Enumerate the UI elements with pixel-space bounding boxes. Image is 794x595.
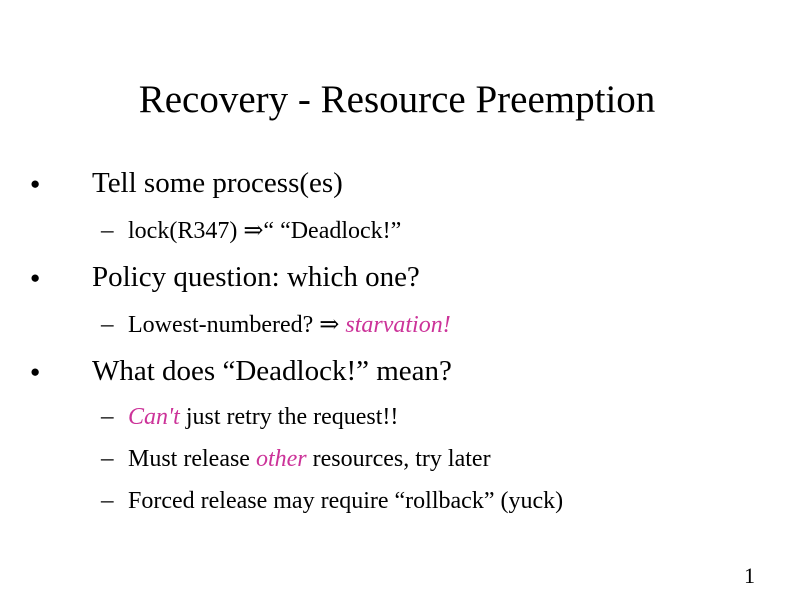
bullet-tell-some-process: Tell some process(es) xyxy=(92,167,343,199)
bullet-what-does-deadlock-mean: What does “Deadlock!” mean? xyxy=(92,355,452,387)
sub-bullet-text: lock(R347) ⇒“ “Deadlock!” xyxy=(128,218,402,244)
bullet-icon: ● xyxy=(30,268,41,287)
sub-bullet-text: Must release xyxy=(128,446,256,472)
dash-icon: – xyxy=(101,445,114,472)
bullet-icon: ● xyxy=(30,174,41,193)
sub-bullet-cant-retry xyxy=(128,402,398,432)
sub-bullet-lock-deadlock xyxy=(128,216,401,246)
sub-bullet-text: just retry the request!! xyxy=(179,404,399,430)
dash-icon: – xyxy=(101,311,114,338)
dash-icon: – xyxy=(101,403,114,430)
sub-bullet-must-release xyxy=(128,444,491,474)
emphasis-starvation: starvation! xyxy=(345,312,451,338)
page-number: 1 xyxy=(744,563,755,588)
sub-bullet-lowest-numbered xyxy=(128,310,451,340)
bullet-policy-question: Policy question: which one? xyxy=(92,261,420,293)
emphasis-cant: Can't xyxy=(128,404,180,430)
sub-bullet-text: resources, try later xyxy=(306,446,491,472)
sub-bullet-text: Lowest-numbered? ⇒ xyxy=(128,312,346,338)
sub-bullet-text: Forced release may require “rollback” (yuck) xyxy=(128,488,564,514)
sub-bullet-forced-release xyxy=(128,486,563,516)
dash-icon: – xyxy=(101,487,114,514)
slide-title: Recovery - Resource Preemption xyxy=(138,78,656,121)
dash-icon: – xyxy=(101,217,114,244)
bullet-icon: ● xyxy=(30,362,41,381)
emphasis-other: other xyxy=(255,446,307,472)
